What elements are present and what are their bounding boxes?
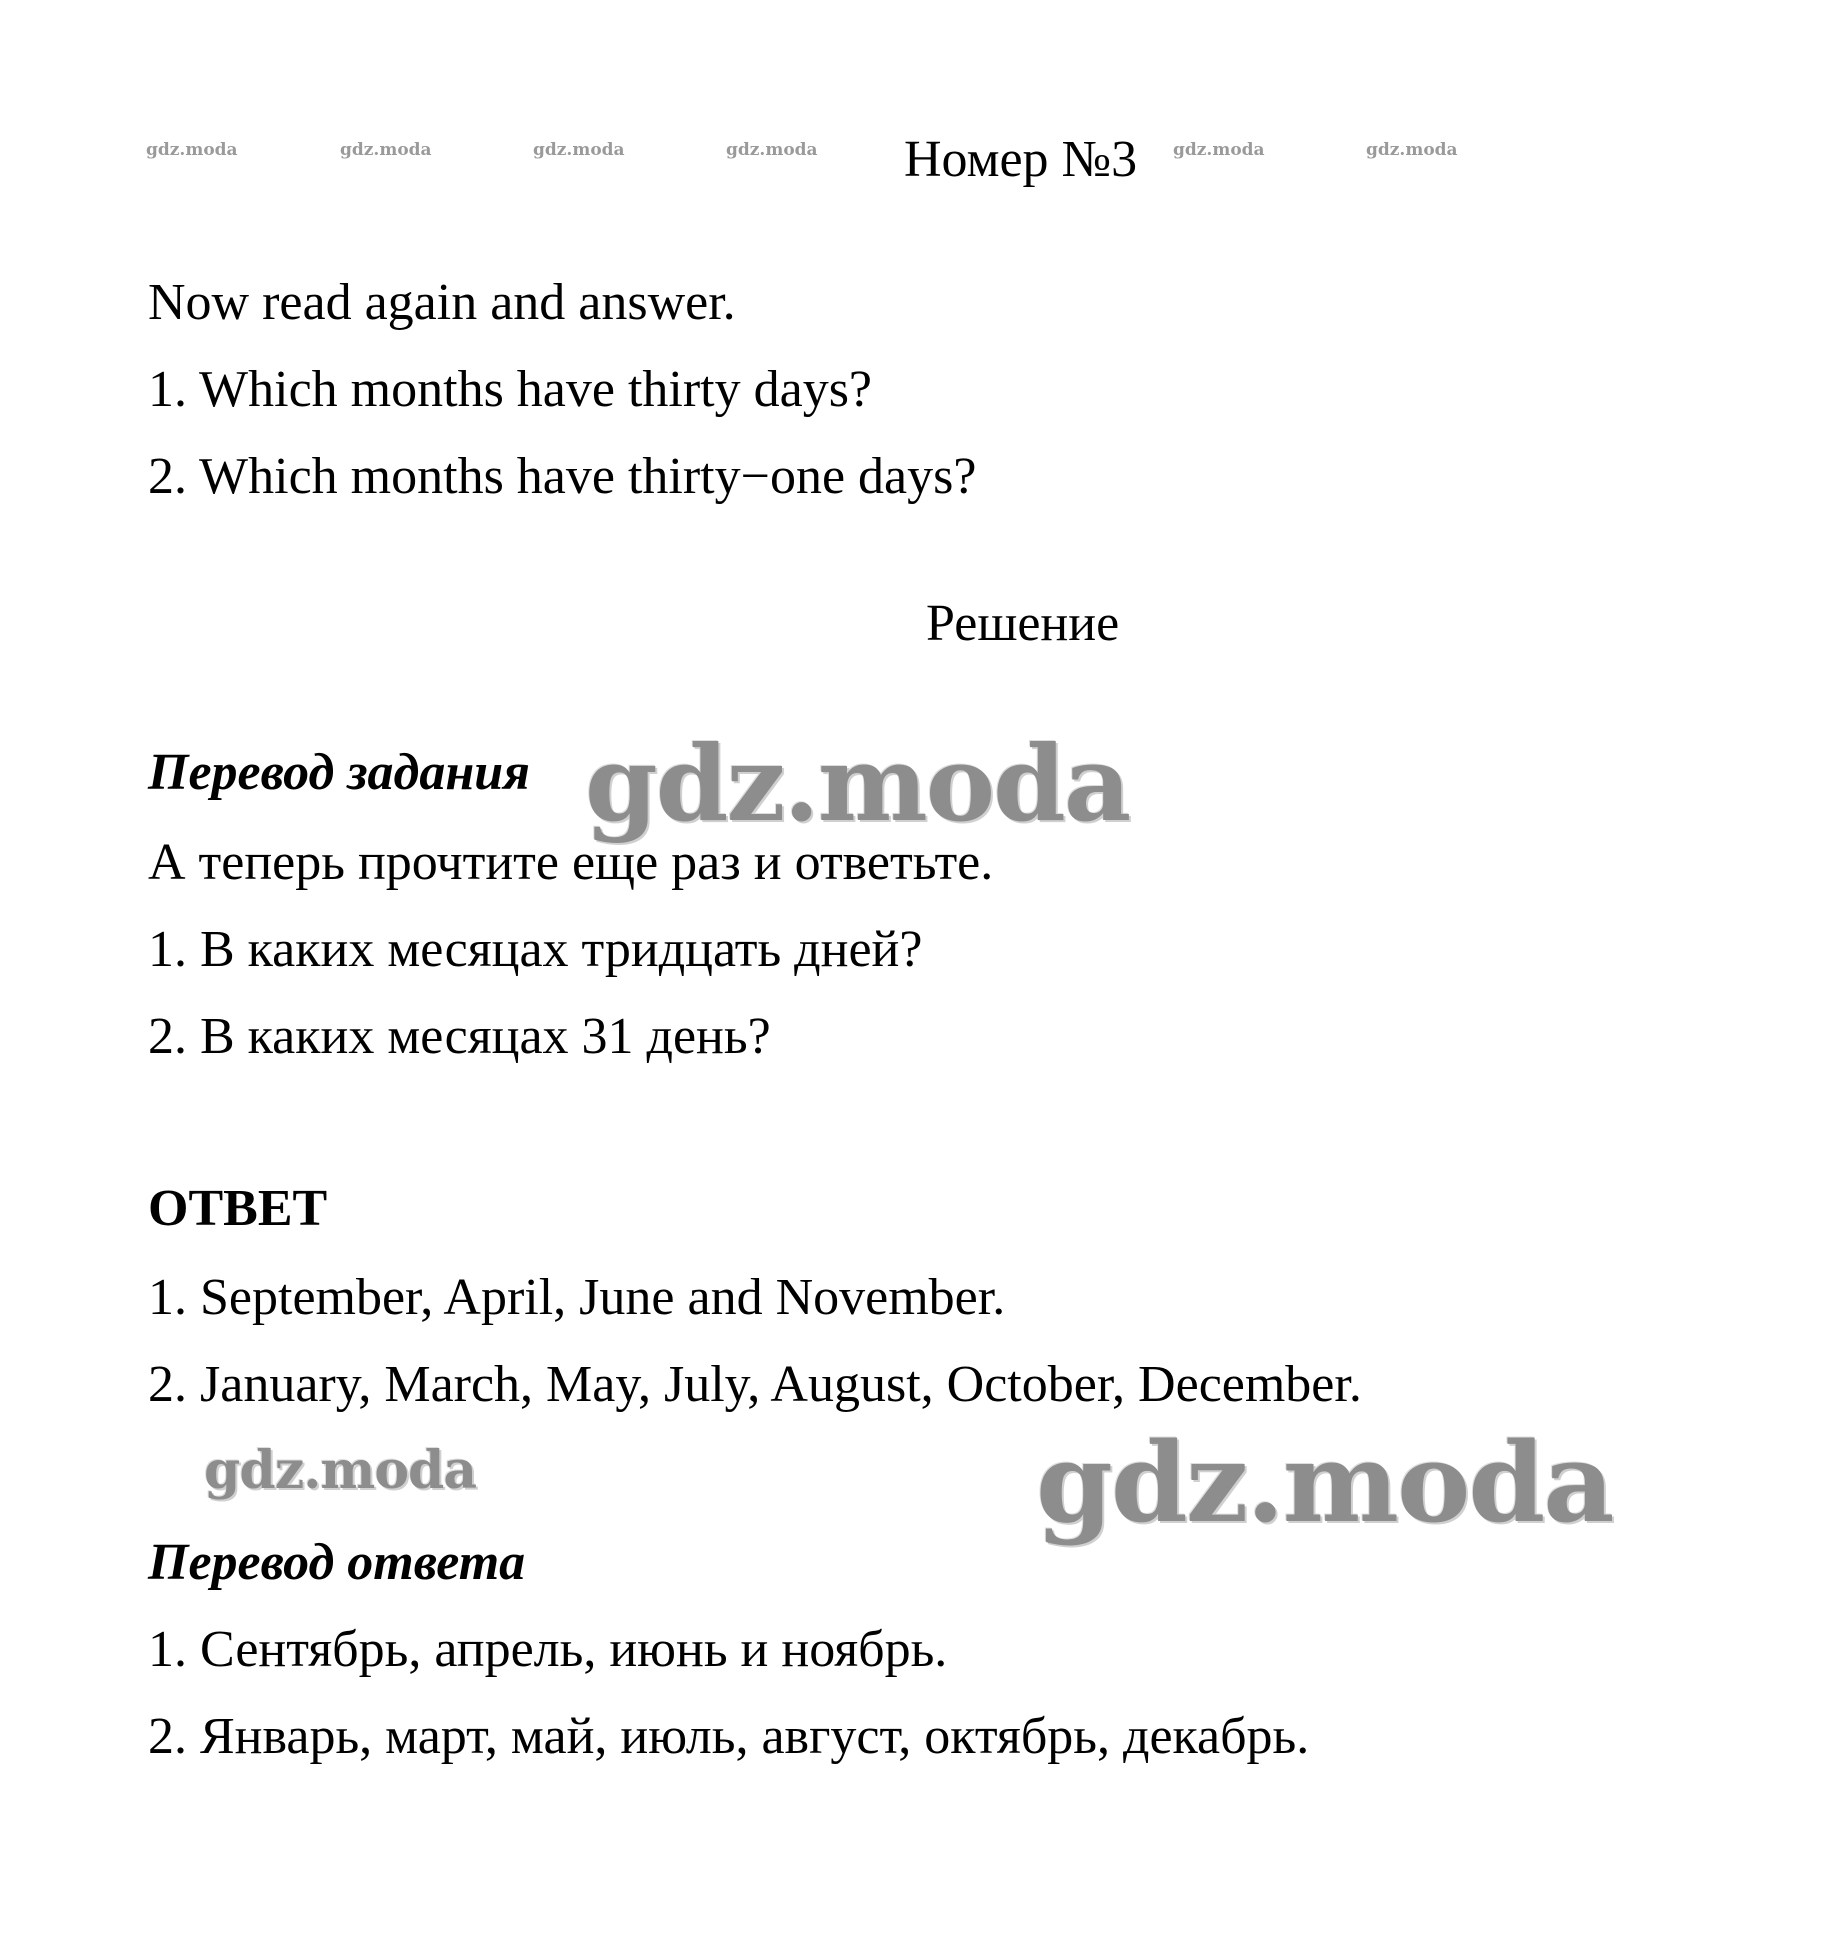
task-translation-heading: Перевод задания: [148, 744, 530, 801]
task-intro: Now read again and answer.: [148, 274, 736, 331]
task-translation-intro: А теперь прочтите еще раз и ответьте.: [148, 834, 994, 891]
answer-translation-1: 1. Сентябрь, апрель, июнь и ноябрь.: [148, 1621, 948, 1678]
task-question-1: 1. Which months have thirty days?: [148, 361, 873, 418]
page-title: Номер №3: [904, 131, 1138, 188]
answer-translation-2: 2. Январь, март, май, июль, август, октябрь, декабрь.: [148, 1708, 1310, 1765]
task-question-2: 2. Which months have thirty−one days?: [148, 448, 977, 505]
watermark-small-2: gdz.moda: [340, 140, 432, 160]
task-translation-question-1: 1. В каких месяцах тридцать дней?: [148, 921, 923, 978]
watermark-large-2: gdz.moda: [1036, 1418, 1613, 1547]
watermark-large-1: gdz.moda: [585, 722, 1130, 845]
task-translation-question-2: 2. В каких месяцах 31 день?: [148, 1008, 771, 1065]
watermark-small-1: gdz.moda: [146, 140, 238, 160]
watermark-small-5: gdz.moda: [1173, 140, 1265, 160]
watermark-medium-1: gdz.moda: [204, 1440, 477, 1501]
watermark-small-4: gdz.moda: [726, 140, 818, 160]
watermark-small-3: gdz.moda: [533, 140, 625, 160]
answer-1: 1. September, April, June and November.: [148, 1269, 1006, 1326]
answer-translation-heading: Перевод ответа: [148, 1534, 526, 1591]
watermark-small-6: gdz.moda: [1366, 140, 1458, 160]
answer-2: 2. January, March, May, July, August, October, December.: [148, 1356, 1362, 1413]
solution-label: Решение: [926, 595, 1120, 652]
answer-heading: ОТВЕТ: [148, 1180, 328, 1237]
